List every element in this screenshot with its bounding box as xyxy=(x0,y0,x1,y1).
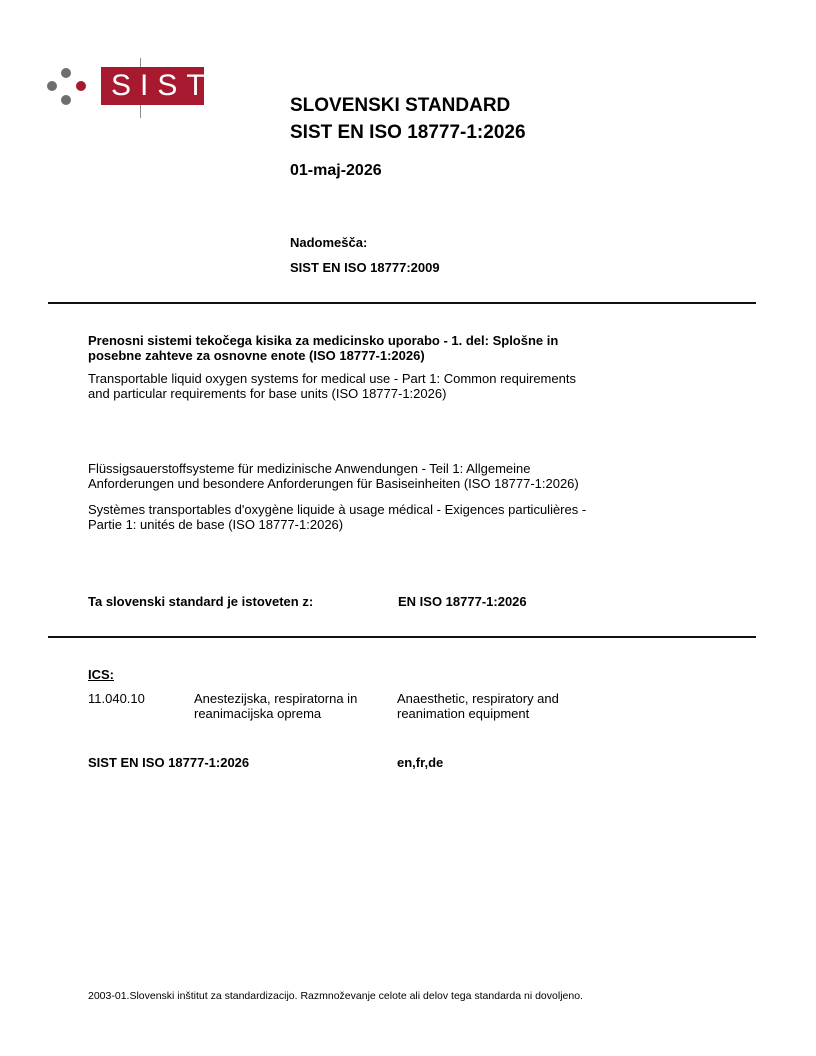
logo-dot-left xyxy=(47,81,57,91)
title-de-line2: Anforderungen und besondere Anforderungen für Basiseinheiten (ISO 18777-1:2026) xyxy=(88,476,579,491)
identical-label: Ta slovenski standard je istoveten z: xyxy=(88,594,314,609)
ics-en-line1: Anaesthetic, respiratory and xyxy=(397,691,559,706)
title-en-line2: and particular requirements for base units (ISO 18777-1:2026) xyxy=(88,386,447,401)
title-fr-line1: Systèmes transportables d'oxygène liquide à usage médical - Exigences particulières - xyxy=(88,502,587,517)
title-german xyxy=(88,461,579,491)
ics-description-en xyxy=(397,691,559,721)
logo-dot-top xyxy=(61,68,71,78)
ics-sl-line2: reanimacijska oprema xyxy=(194,706,322,721)
title-slovenian xyxy=(88,333,558,363)
summary-languages: en,fr,de xyxy=(397,755,444,770)
title-sl-line1: Prenosni sistemi tekočega kisika za medicinsko uporabo - 1. del: Splošne in xyxy=(88,333,559,348)
standard-number-heading: SIST EN ISO 18777-1:2026 xyxy=(290,122,526,143)
divider-bottom xyxy=(48,636,756,638)
title-sl-line2: posebne zahteve za osnovne enote (ISO 18777-1:2026) xyxy=(88,348,425,363)
logo-dot-bottom xyxy=(61,95,71,105)
publication-date: 01-maj-2026 xyxy=(290,162,382,179)
copyright-footer: 2003-01.Slovenski inštitut za standardizacijo. Razmnoževanje celote ali delov tega standarda ni dovoljeno. xyxy=(88,990,583,1002)
title-en-line1: Transportable liquid oxygen systems for medical use - Part 1: Common requirements xyxy=(88,371,576,386)
ics-sl-line1: Anestezijska, respiratorna in xyxy=(194,691,358,706)
title-de-line1: Flüssigsauerstoffsysteme für medizinische Anwendungen - Teil 1: Allgemeine xyxy=(88,461,531,476)
replaces-label: Nadomešča: xyxy=(290,235,368,250)
title-french xyxy=(88,502,586,532)
logo-dot-right xyxy=(76,81,86,91)
logo-wordmark: SIST xyxy=(101,67,204,105)
ics-label: ICS: xyxy=(88,667,114,682)
ics-en-line2: reanimation equipment xyxy=(397,706,530,721)
title-english xyxy=(88,371,576,401)
ics-code: 11.040.10 xyxy=(88,691,145,706)
ics-description-sl xyxy=(194,691,357,721)
identical-value: EN ISO 18777-1:2026 xyxy=(398,594,527,609)
summary-standard: SIST EN ISO 18777-1:2026 xyxy=(88,755,250,770)
replaces-value: SIST EN ISO 18777:2009 xyxy=(290,260,440,275)
title-fr-line2: Partie 1: unités de base (ISO 18777-1:2026) xyxy=(88,517,344,532)
divider-top xyxy=(48,302,756,304)
standard-type-heading: SLOVENSKI STANDARD xyxy=(290,95,511,116)
